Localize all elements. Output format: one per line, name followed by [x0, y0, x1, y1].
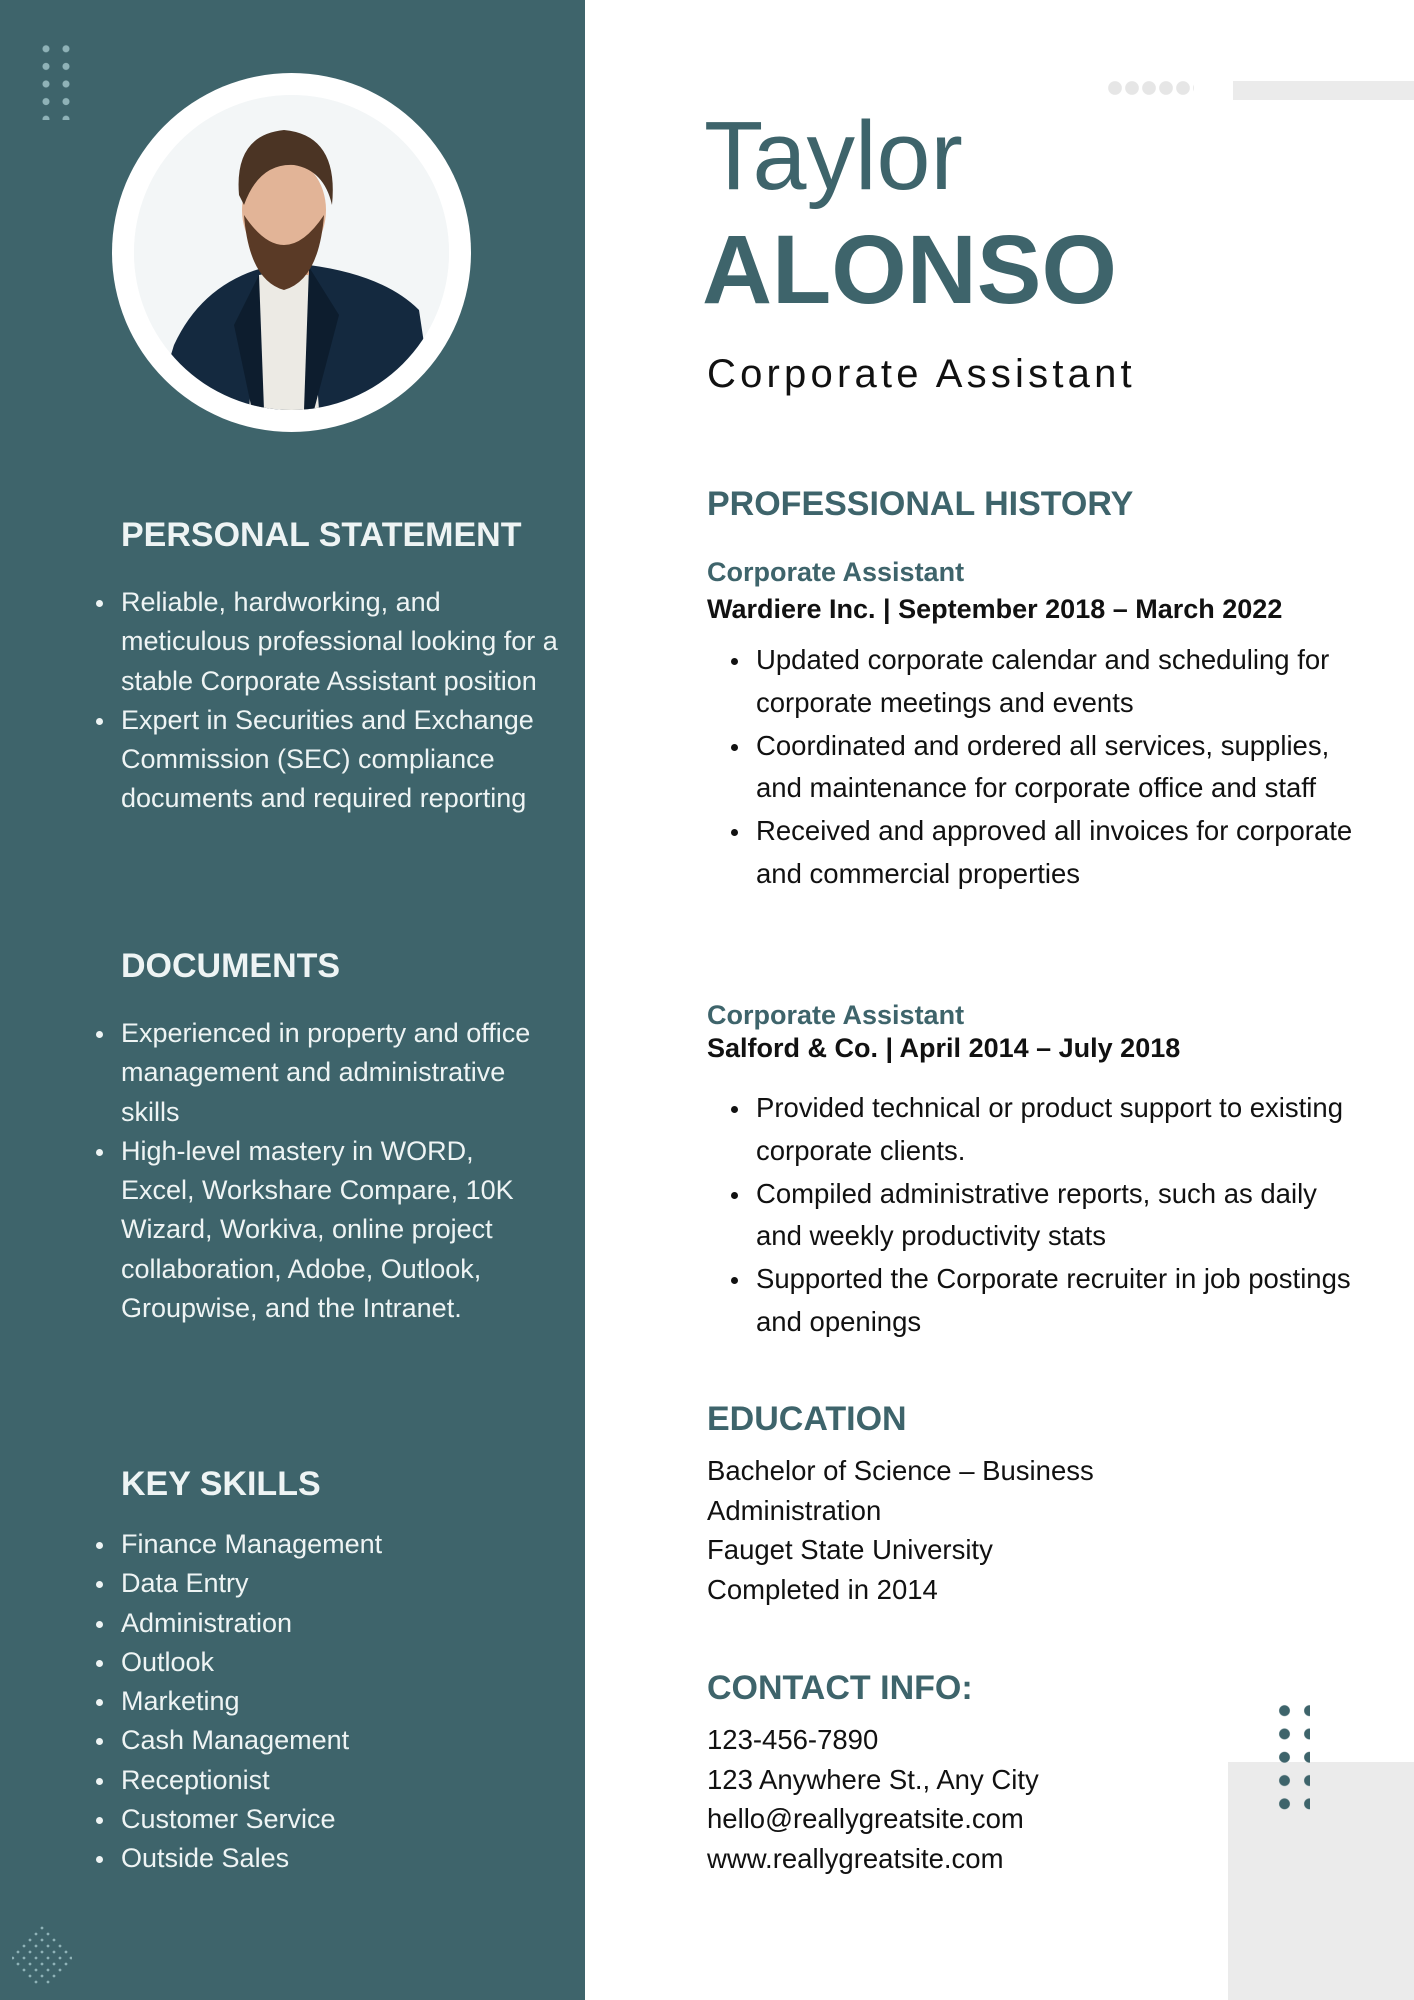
key-skills-list [121, 1525, 561, 1879]
documents-heading: DOCUMENTS [121, 947, 341, 985]
list-item: Compiled administrative reports, such as daily and weekly productivity stats [756, 1173, 1356, 1259]
degree-line: Bachelor of Science – Business [707, 1455, 1094, 1486]
personal-statement-heading: PERSONAL STATEMENT [121, 516, 522, 554]
contact-details [707, 1720, 1039, 1879]
list-item: Received and approved all invoices for corporate and commercial properties [756, 810, 1356, 896]
email-link[interactable]: hello@reallygreatsite.com [707, 1803, 1024, 1835]
job-title: Corporate Assistant [707, 352, 1136, 396]
job-role: Corporate Assistant [707, 557, 965, 587]
grey-block-decoration [1228, 1762, 1414, 2000]
job-bullets [756, 1087, 1356, 1344]
contact-heading: CONTACT INFO: [707, 1669, 973, 1707]
degree-line: Administration [707, 1494, 882, 1526]
documents-list [121, 1014, 541, 1328]
dot-pattern-decoration [41, 40, 71, 120]
list-item: Provided technical or product support to existing corporate clients. [756, 1087, 1356, 1173]
education-details [707, 1451, 1094, 1610]
sidebar [0, 0, 585, 2000]
job-company-dates: Wardiere Inc. | September 2018 – March 2022 [707, 594, 1283, 624]
skill-item: Outlook [121, 1643, 561, 1682]
skill-item: Outside Sales [121, 1839, 561, 1878]
list-item: Supported the Corporate recruiter in job postings and openings [756, 1258, 1356, 1344]
education-heading: EDUCATION [707, 1400, 907, 1438]
grey-bar-decoration [1233, 81, 1414, 100]
job-company-dates: Salford & Co. | April 2014 – July 2018 [707, 1033, 1181, 1063]
skill-item: Cash Management [121, 1721, 561, 1760]
website-link[interactable]: www.reallygreatsite.com [707, 1843, 1004, 1875]
list-item: Updated corporate calendar and scheduling for corporate meetings and events [756, 639, 1356, 725]
skill-item: Receptionist [121, 1761, 561, 1800]
job-bullets [756, 639, 1356, 896]
phone: 123-456-7890 [707, 1724, 879, 1755]
list-item: Reliable, hardworking, and meticulous professional looking for a stable Corporate Assistant position [121, 583, 561, 701]
professional-history-heading: PROFESSIONAL HISTORY [707, 485, 1134, 523]
skill-item: Administration [121, 1604, 561, 1643]
completion-year: Completed in 2014 [707, 1574, 938, 1606]
list-item: Coordinated and ordered all services, supplies, and maintenance for corporate office and staff [756, 725, 1356, 811]
skill-item: Data Entry [121, 1564, 561, 1603]
address: 123 Anywhere St., Any City [707, 1763, 1039, 1795]
first-name: Taylor [704, 101, 963, 210]
diamond-dot-pattern-decoration [12, 1926, 72, 1986]
list-item: High-level mastery in WORD, Excel, Workshare Compare, 10K Wizard, Workiva, online project collaboration, Adobe, Outlook, Groupwise, and the Intranet. [121, 1132, 541, 1328]
dot-grid-decoration [1272, 1699, 1310, 1817]
skill-item: Marketing [121, 1682, 561, 1721]
avatar [134, 95, 449, 410]
avatar-frame [112, 73, 471, 432]
skill-item: Customer Service [121, 1800, 561, 1839]
personal-statement-list [121, 583, 561, 819]
key-skills-heading: KEY SKILLS [121, 1465, 321, 1503]
university: Fauget State University [707, 1534, 993, 1566]
dot-row-decoration [1108, 81, 1194, 95]
list-item: Expert in Securities and Exchange Commission (SEC) compliance documents and required reporting [121, 701, 561, 819]
skill-item: Finance Management [121, 1525, 561, 1564]
last-name: ALONSO [702, 215, 1117, 324]
job-role: Corporate Assistant [707, 1000, 965, 1030]
list-item: Experienced in property and office management and administrative skills [121, 1014, 541, 1132]
portrait-photo-icon [134, 95, 449, 410]
